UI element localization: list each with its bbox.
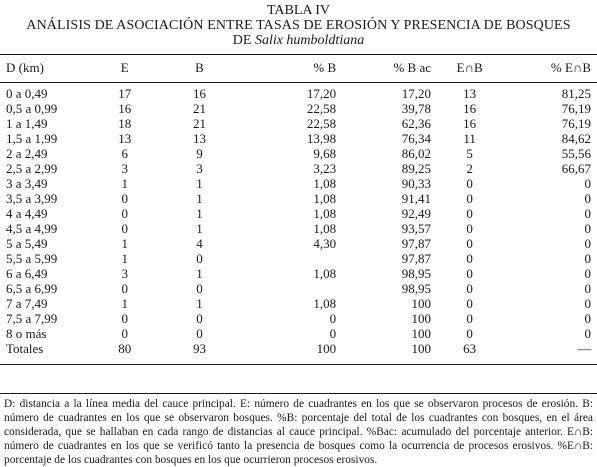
cell-pct-b: 1,08 xyxy=(313,221,337,236)
table-row xyxy=(0,311,597,326)
header-d-km: D (km) xyxy=(6,60,44,75)
cell-pct-b-ac: 98,95 xyxy=(401,266,431,281)
totals-row xyxy=(0,341,597,356)
cell-e-and-b: 0 xyxy=(466,251,473,266)
table-row xyxy=(0,281,597,296)
cell-b: 1 xyxy=(196,296,203,311)
cell-pct-b-ac: 100 xyxy=(411,326,431,341)
cell-b: 0 xyxy=(196,326,203,341)
totals-e: 80 xyxy=(118,341,132,356)
header-e-and-b: E∩B xyxy=(456,60,483,75)
cell-b: 1 xyxy=(196,266,203,281)
cell-e: 18 xyxy=(118,116,132,131)
cell-pct-b: 1,08 xyxy=(313,206,337,221)
cell-pct-e-and-b: 0 xyxy=(584,281,591,296)
cell-b: 21 xyxy=(193,116,206,131)
cell-pct-b: 17,20 xyxy=(306,86,337,101)
totals-pct-b: 100 xyxy=(316,341,337,356)
cell-d-km: 1 a 1,49 xyxy=(6,116,48,131)
table-row xyxy=(0,191,597,206)
table-row xyxy=(0,82,597,101)
cell-pct-b: 0 xyxy=(329,326,337,341)
cell-b: 1 xyxy=(196,221,203,236)
cell-b: 3 xyxy=(196,161,203,176)
totals-rule xyxy=(0,393,597,394)
cell-pct-b-ac: 98,95 xyxy=(401,281,431,296)
table-row xyxy=(0,266,597,281)
cell-e-and-b: 0 xyxy=(466,176,473,191)
cell-e: 1 xyxy=(121,251,128,266)
cell-d-km: 6,5 a 6,99 xyxy=(6,281,58,296)
cell-b: 21 xyxy=(193,101,206,116)
cell-pct-e-and-b: 0 xyxy=(584,176,591,191)
cell-pct-e-and-b: 0 xyxy=(584,191,591,206)
cell-e-and-b: 0 xyxy=(466,191,473,206)
cell-e-and-b: 0 xyxy=(466,236,473,251)
cell-pct-b-ac: 90,33 xyxy=(401,176,431,191)
cell-pct-b xyxy=(248,251,336,266)
totals-b: 93 xyxy=(193,341,206,356)
subtitle-prefix: DE xyxy=(232,33,252,48)
table-row xyxy=(0,116,597,131)
header-e: E xyxy=(120,60,129,75)
totals-pct-b-ac: 100 xyxy=(411,341,431,356)
cell-pct-e-and-b: 0 xyxy=(584,296,591,311)
cell-e-and-b: 16 xyxy=(463,116,477,131)
header-pct-e-and-b: % E∩B xyxy=(550,60,591,75)
cell-b: 4 xyxy=(196,236,203,251)
cell-pct-b-ac: 76,34 xyxy=(401,131,431,146)
cell-d-km: 3,5 a 3,99 xyxy=(6,191,58,206)
cell-b: 13 xyxy=(193,131,206,146)
cell-d-km: 7 a 7,49 xyxy=(6,296,48,311)
cell-e-and-b: 0 xyxy=(466,296,473,311)
cell-d-km: 6 a 6,49 xyxy=(6,266,48,281)
cell-d-km: 1,5 a 1,99 xyxy=(6,131,58,146)
table-row xyxy=(0,251,597,266)
cell-b: 1 xyxy=(196,206,203,221)
table-row xyxy=(0,131,597,146)
cell-b: 0 xyxy=(196,311,203,326)
table-subtitle xyxy=(0,33,597,48)
cell-pct-e-and-b: 0 xyxy=(584,266,591,281)
cell-pct-e-and-b: 0 xyxy=(584,221,591,236)
table-row xyxy=(0,236,597,251)
cell-pct-b: 4,30 xyxy=(313,236,337,251)
cell-e: 0 xyxy=(121,206,128,221)
cell-pct-b: 1,08 xyxy=(313,296,337,311)
cell-e: 6 xyxy=(121,146,128,161)
cell-pct-b-ac: 89,25 xyxy=(401,161,431,176)
cell-d-km: 8 o más xyxy=(6,326,47,341)
cell-e-and-b: 16 xyxy=(463,101,477,116)
cell-pct-b: 0 xyxy=(329,311,337,326)
cell-pct-b: 22,58 xyxy=(306,101,337,116)
cell-d-km: 7,5 a 7,99 xyxy=(6,311,58,326)
cell-pct-e-and-b: 0 xyxy=(584,251,591,266)
cell-pct-b: 22,58 xyxy=(306,116,337,131)
cell-pct-b: 1,08 xyxy=(313,176,337,191)
cell-pct-e-and-b: 76,19 xyxy=(561,101,591,116)
cell-pct-b-ac: 93,57 xyxy=(401,221,431,236)
table-row xyxy=(0,296,597,311)
cell-pct-b-ac: 86,02 xyxy=(401,146,431,161)
cell-e-and-b: 0 xyxy=(466,266,473,281)
cell-pct-b-ac: 92,49 xyxy=(401,206,431,221)
cell-pct-e-and-b: 0 xyxy=(584,326,591,341)
cell-pct-b: 9,68 xyxy=(313,146,337,161)
header-pct-b-ac: % B ac xyxy=(393,60,431,75)
table-row xyxy=(0,221,597,236)
cell-pct-b: 1,08 xyxy=(313,191,337,206)
body-end-rule xyxy=(0,364,597,365)
cell-d-km: 4,5 a 4,99 xyxy=(6,221,58,236)
cell-pct-e-and-b: 0 xyxy=(584,236,591,251)
cell-e: 17 xyxy=(118,86,132,101)
table-row xyxy=(0,176,597,191)
cell-e: 1 xyxy=(121,176,128,191)
cell-pct-e-and-b: 84,62 xyxy=(561,131,591,146)
species-name: Salix humboldtiana xyxy=(254,33,365,48)
totals-label: Totales xyxy=(6,341,44,356)
cell-pct-e-and-b: 55,56 xyxy=(561,146,591,161)
cell-e: 16 xyxy=(118,101,132,116)
cell-pct-b: 1,08 xyxy=(313,266,337,281)
cell-pct-b-ac: 97,87 xyxy=(401,236,431,251)
cell-e-and-b: 2 xyxy=(466,161,473,176)
cell-pct-b-ac: 100 xyxy=(411,311,431,326)
cell-d-km: 3 a 3,49 xyxy=(6,176,48,191)
cell-e: 0 xyxy=(121,281,128,296)
table-row xyxy=(0,206,597,221)
cell-e: 1 xyxy=(121,296,128,311)
cell-d-km: 5,5 a 5,99 xyxy=(6,251,58,266)
cell-d-km: 2 a 2,49 xyxy=(6,146,48,161)
cell-e-and-b: 13 xyxy=(463,86,477,101)
cell-pct-e-and-b: 81,25 xyxy=(561,86,591,101)
table-title: ANÁLISIS DE ASOCIACIÓN ENTRE TASAS DE EROSIÓN Y PRESENCIA DE BOSQUES xyxy=(26,18,571,33)
cell-pct-b xyxy=(248,281,336,296)
table-footnote: D: distancia a la línea media del cauce principal. E: número de cuadrantes en los que se observaron procesos de erosión. B: número de cuadrantes en los que se observaron bosques. %B: porcentaje del total de los cuadrantes con bosques, en el área considerada, que se hallaban en cada rango de distancias al cauce principal. %Bac: acumulado del porcentaje anterior. E∩B: número de cuadrantes en los que se verificó tanto la presencia de bosques como la ocurrencia de procesos erosivos. %E∩B: porcentaje de los cuadrantes con bosques en los que ocurrieron procesos erosivos. xyxy=(4,398,593,466)
cell-b: 0 xyxy=(196,281,203,296)
table-row xyxy=(0,326,597,341)
header-b: B xyxy=(195,60,204,75)
cell-e: 0 xyxy=(121,311,128,326)
cell-e: 0 xyxy=(121,221,128,236)
cell-d-km: 4 a 4,49 xyxy=(6,206,48,221)
table-body xyxy=(0,82,597,341)
cell-e-and-b: 5 xyxy=(466,146,473,161)
cell-d-km: 0 a 0,49 xyxy=(6,86,48,101)
table-row xyxy=(0,101,597,116)
cell-pct-b-ac: 17,20 xyxy=(401,86,431,101)
data-table xyxy=(0,54,597,356)
cell-e: 3 xyxy=(121,161,128,176)
cell-b: 16 xyxy=(193,86,206,101)
cell-e: 0 xyxy=(121,191,128,206)
cell-pct-e-and-b: 0 xyxy=(584,206,591,221)
cell-b: 1 xyxy=(196,176,203,191)
cell-b: 0 xyxy=(196,251,203,266)
cell-pct-b-ac: 39,78 xyxy=(401,101,431,116)
cell-e-and-b: 0 xyxy=(466,326,473,341)
cell-e-and-b: 0 xyxy=(466,311,473,326)
table-row xyxy=(0,161,597,176)
cell-e: 13 xyxy=(118,131,132,146)
cell-d-km: 0,5 a 0,99 xyxy=(6,101,58,116)
cell-e: 0 xyxy=(121,326,128,341)
cell-pct-b: 3,23 xyxy=(313,161,337,176)
cell-pct-b: 13,98 xyxy=(306,131,337,146)
totals-pct-e-and-b: — xyxy=(578,341,591,356)
cell-e: 1 xyxy=(121,236,128,251)
header-row xyxy=(0,54,597,82)
header-pct-b: % B xyxy=(313,60,337,75)
cell-pct-e-and-b: 66,67 xyxy=(561,161,591,176)
cell-e: 3 xyxy=(121,266,128,281)
cell-pct-e-and-b: 76,19 xyxy=(561,116,591,131)
cell-e-and-b: 0 xyxy=(466,221,473,236)
cell-pct-b-ac: 97,87 xyxy=(401,251,431,266)
cell-b: 1 xyxy=(196,191,203,206)
cell-e-and-b: 0 xyxy=(466,206,473,221)
cell-pct-b-ac: 62,36 xyxy=(401,116,431,131)
cell-b: 9 xyxy=(196,146,203,161)
totals-e-and-b: 63 xyxy=(463,341,477,356)
cell-d-km: 5 a 5,49 xyxy=(6,236,48,251)
cell-e-and-b: 11 xyxy=(463,131,476,146)
cell-pct-e-and-b: 0 xyxy=(584,311,591,326)
cell-pct-b-ac: 100 xyxy=(411,296,431,311)
table-number: TABLA IV xyxy=(266,3,331,18)
table-row xyxy=(0,146,597,161)
cell-pct-b-ac: 91,41 xyxy=(401,191,431,206)
cell-d-km: 2,5 a 2,99 xyxy=(6,161,58,176)
cell-e-and-b: 0 xyxy=(466,281,473,296)
